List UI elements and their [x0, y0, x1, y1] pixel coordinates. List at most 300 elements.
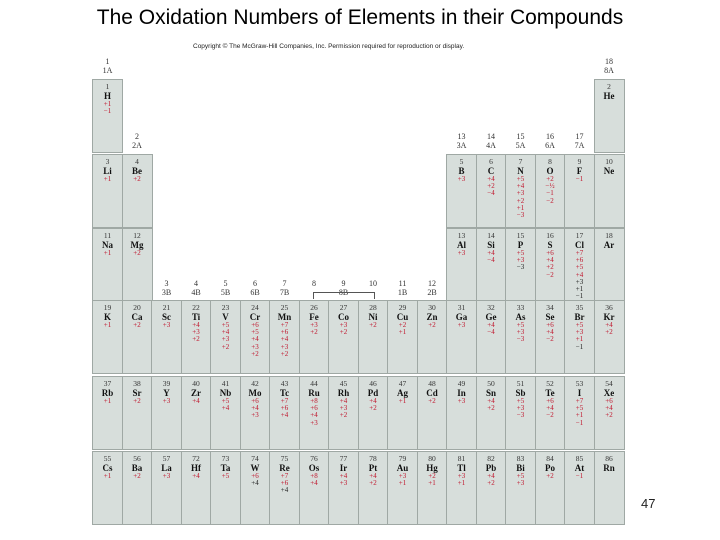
atomic-number: 16 [546, 231, 554, 240]
group-number: 3 [164, 279, 169, 288]
element-cell [595, 80, 624, 152]
element-symbol: Re [279, 463, 290, 473]
element-symbol: Tc [279, 388, 290, 398]
oxidation-number: +6 [575, 256, 584, 265]
element-cell [300, 377, 329, 449]
element-cell [123, 377, 152, 449]
element-cell [152, 301, 181, 373]
oxidation-number: +6 [310, 404, 318, 413]
element-cell [182, 452, 211, 524]
element-cell [300, 301, 329, 373]
oxidation-number: +4 [516, 182, 525, 191]
group-name: 2B [427, 288, 437, 297]
oxidation-number: +2 [339, 411, 348, 420]
atomic-number: 23 [221, 303, 230, 312]
oxidation-number: +3 [516, 256, 525, 265]
element-symbol: Zr [191, 388, 201, 398]
element-cell [123, 155, 152, 227]
oxidation-number: +1 [103, 321, 112, 329]
oxidation-number: +4 [280, 411, 289, 420]
oxidation-number: +3 [310, 418, 318, 427]
oxidation-number: +3 [162, 321, 171, 329]
element-symbol: O [546, 166, 554, 176]
oxidation-number: −2 [546, 335, 554, 344]
atomic-number: 77 [339, 454, 348, 463]
oxidation-number: +4 [251, 404, 259, 413]
element-symbol: Rb [101, 388, 114, 398]
element-cell [93, 155, 122, 227]
group-name: 3A [456, 141, 467, 150]
oxidation-number: +6 [251, 472, 259, 480]
atomic-number: 37 [103, 379, 112, 388]
oxidation-number: +2 [428, 472, 436, 480]
element-symbol: Rh [337, 388, 350, 398]
oxidation-number: +5 [575, 263, 584, 272]
atomic-number: 26 [310, 303, 318, 312]
group-label [388, 279, 417, 297]
oxidation-number: +5 [516, 249, 525, 257]
element-symbol: Sc [162, 312, 171, 322]
element-symbol: Be [132, 166, 142, 176]
element-cell [477, 452, 506, 524]
element-cell [565, 377, 594, 449]
oxidation-number: +5 [221, 321, 230, 329]
element-symbol: Ni [368, 312, 378, 322]
group-number: 16 [546, 132, 554, 141]
element-symbol: Ge [485, 312, 497, 322]
oxidation-number: −4 [487, 328, 495, 337]
oxidation-number: +3 [457, 397, 466, 405]
atomic-number: 72 [192, 454, 200, 463]
atomic-number: 19 [103, 303, 112, 312]
element-cell [388, 452, 417, 524]
element-symbol: Cd [426, 388, 438, 398]
element-symbol: Ti [191, 312, 201, 322]
element-cell [182, 377, 211, 449]
oxidation-number: +4 [605, 404, 613, 413]
element-symbol: He [603, 91, 615, 101]
element-cell [329, 301, 358, 373]
oxidation-number: +6 [546, 249, 554, 257]
element-symbol: Ir [339, 463, 348, 473]
oxidation-number: +3 [221, 335, 230, 344]
oxidation-number: +2 [546, 263, 554, 272]
atomic-number: 73 [221, 454, 230, 463]
oxidation-number: +5 [516, 175, 525, 183]
group-name: 5A [515, 141, 526, 150]
group-label [418, 279, 447, 297]
element-symbol: Mg [130, 240, 144, 250]
group-name: 6A [545, 141, 555, 150]
atomic-number: 4 [135, 157, 139, 166]
oxidation-number: +1 [575, 411, 584, 420]
element-cell [300, 452, 329, 524]
element-cell [93, 229, 122, 301]
element-symbol: Kr [603, 312, 615, 322]
element-symbol: Si [487, 240, 495, 250]
oxidation-number: +4 [192, 472, 200, 480]
element-cell [123, 229, 152, 301]
element-cell [329, 377, 358, 449]
group-number: 11 [398, 279, 407, 288]
oxidation-number: +7 [575, 249, 584, 257]
atomic-number: 27 [339, 303, 348, 312]
oxidation-number: +6 [280, 479, 289, 488]
atomic-number: 35 [575, 303, 584, 312]
oxidation-number: +5 [516, 472, 525, 480]
element-cell [447, 377, 476, 449]
oxidation-number: +3 [516, 479, 525, 488]
element-cell [241, 452, 270, 524]
oxidation-number: +2 [310, 328, 318, 337]
oxidation-number: +7 [280, 472, 289, 480]
element-symbol: K [103, 312, 111, 322]
element-cell [418, 452, 447, 524]
element-cell [536, 377, 565, 449]
oxidation-number: +1 [103, 100, 112, 108]
atomic-number: 82 [487, 454, 495, 463]
element-symbol: Ga [455, 312, 468, 322]
oxidation-number: +2 [192, 335, 200, 344]
oxidation-number: +6 [546, 321, 554, 329]
element-symbol: Al [457, 240, 466, 250]
oxidation-number: +3 [192, 328, 200, 337]
element-symbol: At [574, 463, 585, 473]
oxidation-number: +8 [310, 472, 318, 480]
element-symbol: Po [545, 463, 555, 473]
oxidation-number: +6 [605, 397, 613, 405]
element-symbol: As [515, 312, 526, 322]
atomic-number: 83 [516, 454, 525, 463]
oxidation-number: +4 [546, 404, 554, 413]
oxidation-number: +2 [428, 397, 436, 405]
oxidation-number: +4 [369, 472, 377, 480]
atomic-number: 52 [546, 379, 554, 388]
element-cell [241, 301, 270, 373]
atomic-number: 51 [516, 379, 525, 388]
element-cell [388, 377, 417, 449]
group-label [595, 57, 624, 75]
element-cell [211, 377, 240, 449]
slide-title: The Oxidation Numbers of Elements in their Compounds [96, 6, 624, 29]
oxidation-number: +2 [546, 472, 554, 480]
oxidation-number: −2 [546, 411, 554, 420]
group-number: 5 [223, 279, 228, 288]
oxidation-number: +4 [487, 175, 495, 183]
atomic-number: 6 [489, 157, 493, 166]
oxidation-number: +4 [546, 328, 554, 337]
element-symbol: Fe [309, 312, 319, 322]
element-cell [477, 377, 506, 449]
group-number: 17 [575, 132, 584, 141]
group-label [565, 132, 594, 150]
element-symbol: Se [545, 312, 555, 322]
atomic-number: 41 [221, 379, 230, 388]
element-cell [329, 452, 358, 524]
atomic-number: 43 [280, 379, 289, 388]
element-cell [270, 452, 299, 524]
oxidation-number: +2 [369, 321, 377, 329]
oxidation-number: +3 [339, 479, 348, 488]
oxidation-number: +2 [546, 175, 554, 183]
atomic-number: 54 [605, 379, 613, 388]
oxidation-number: +1 [398, 397, 407, 405]
group-label [93, 57, 122, 75]
element-cell [270, 301, 299, 373]
atomic-number: 11 [103, 231, 112, 240]
oxidation-number: +3 [251, 411, 259, 420]
element-symbol: Cr [249, 312, 261, 322]
oxidation-number: +5 [516, 321, 525, 329]
atomic-number: 45 [339, 379, 348, 388]
oxidation-number: +2 [251, 349, 259, 358]
oxidation-number: +3 [339, 404, 348, 413]
group-8b-bracket [313, 292, 375, 299]
oxidation-number: +1 [103, 397, 112, 405]
element-cell [536, 155, 565, 227]
atomic-number: 10 [605, 157, 613, 166]
element-cell [595, 377, 624, 449]
oxidation-number: +3 [457, 321, 466, 329]
group-name: 4B [191, 288, 201, 297]
oxidation-number: +1 [103, 249, 112, 257]
oxidation-number: +4 [487, 397, 495, 405]
atomic-number: 20 [133, 303, 141, 312]
oxidation-number: −1 [575, 292, 584, 301]
element-symbol: Tl [457, 463, 466, 473]
atomic-number: 85 [575, 454, 584, 463]
element-symbol: S [547, 240, 553, 250]
oxidation-number: +3 [516, 189, 525, 198]
group-label [300, 279, 329, 288]
oxidation-number: −3 [516, 211, 525, 220]
group-number: 4 [194, 279, 198, 288]
atomic-number: 44 [310, 379, 318, 388]
element-symbol: Pb [485, 463, 497, 473]
atomic-number: 76 [310, 454, 318, 463]
atomic-number: 38 [133, 379, 141, 388]
element-cell [359, 377, 388, 449]
oxidation-number: +2 [133, 249, 141, 257]
element-symbol: Hf [191, 463, 201, 473]
element-symbol: Br [574, 312, 585, 322]
element-symbol: Hg [426, 463, 438, 473]
atomic-number: 55 [103, 454, 112, 463]
element-symbol: P [517, 240, 524, 250]
oxidation-number: +2 [487, 479, 495, 488]
element-cell [536, 301, 565, 373]
element-cell [595, 301, 624, 373]
group-number: 2 [135, 132, 139, 141]
group-label [536, 132, 565, 150]
group-name: 8A [604, 66, 614, 75]
oxidation-number: +1 [398, 328, 407, 337]
oxidation-number: +2 [487, 182, 495, 191]
atomic-number: 1 [105, 82, 110, 91]
oxidation-number: +6 [280, 404, 289, 413]
element-symbol: C [487, 166, 495, 176]
element-cell [506, 452, 535, 524]
group-number: 18 [605, 57, 613, 66]
element-cell [93, 452, 122, 524]
group-name: 3B [161, 288, 172, 297]
atomic-number: 13 [457, 231, 466, 240]
oxidation-number: −2 [546, 196, 554, 205]
oxidation-number: +1 [457, 479, 466, 488]
oxidation-number: +2 [133, 472, 141, 480]
group-label [359, 279, 388, 288]
element-cell [93, 301, 122, 373]
element-symbol: Sb [515, 388, 526, 398]
atomic-number: 46 [369, 379, 377, 388]
oxidation-number: +2 [369, 404, 377, 413]
element-cell [123, 452, 152, 524]
oxidation-number: +4 [369, 397, 377, 405]
element-symbol: Te [545, 388, 555, 398]
element-symbol: Ru [308, 388, 320, 398]
element-symbol: Sn [485, 388, 496, 398]
element-cell [418, 377, 447, 449]
group-number: 13 [457, 132, 466, 141]
element-symbol: Co [338, 312, 349, 322]
oxidation-number: +4 [310, 411, 318, 420]
element-cell [241, 377, 270, 449]
element-symbol: Cl [575, 240, 584, 250]
group-name: 6B [250, 288, 260, 297]
element-symbol: Zn [426, 312, 438, 322]
group-name: 7A [574, 141, 585, 150]
element-cell [152, 377, 181, 449]
oxidation-number: +6 [251, 397, 259, 405]
element-symbol: Xe [603, 388, 615, 398]
group-name: 4A [486, 141, 496, 150]
atomic-number: 12 [133, 231, 141, 240]
group-number: 8 [312, 279, 316, 288]
oxidation-number: +2 [605, 411, 613, 420]
element-cell [93, 80, 122, 152]
oxidation-number: +4 [339, 472, 348, 480]
oxidation-number: +3 [398, 472, 407, 480]
atomic-number: 32 [487, 303, 495, 312]
atomic-number: 28 [369, 303, 377, 312]
oxidation-number: +4 [221, 328, 230, 337]
element-cell [447, 301, 476, 373]
group-number: 15 [516, 132, 525, 141]
element-cell [447, 155, 476, 227]
oxidation-number: +1 [103, 472, 112, 480]
oxidation-number: +4 [251, 479, 259, 488]
group-number: 6 [253, 279, 257, 288]
atomic-number: 39 [162, 379, 171, 388]
oxidation-number: +5 [221, 472, 230, 480]
element-cell [211, 452, 240, 524]
group-label [182, 279, 211, 297]
atomic-number: 79 [398, 454, 407, 463]
element-symbol: F [576, 166, 583, 176]
atomic-number: 31 [457, 303, 466, 312]
oxidation-number: +2 [369, 479, 377, 488]
oxidation-number: +6 [546, 397, 554, 405]
element-symbol: W [250, 463, 260, 473]
element-symbol: Au [396, 463, 409, 473]
oxidation-number: +5 [221, 397, 230, 405]
atomic-number: 75 [280, 454, 289, 463]
oxidation-number: −1 [575, 472, 584, 480]
group-number: 9 [341, 279, 346, 288]
oxidation-number: −1 [575, 418, 584, 427]
oxidation-number: −4 [487, 256, 495, 265]
oxidation-number: +3 [575, 277, 584, 286]
oxidation-number: +3 [575, 328, 584, 337]
oxidation-number: +3 [162, 397, 171, 405]
oxidation-number: +1 [103, 175, 112, 183]
oxidation-number: +7 [280, 397, 289, 405]
element-cell [359, 452, 388, 524]
oxidation-number: +4 [546, 256, 554, 265]
oxidation-number: +1 [398, 479, 407, 488]
element-cell [595, 452, 624, 524]
element-symbol: Na [102, 240, 113, 250]
group-number: 10 [369, 279, 377, 288]
group-label [241, 279, 270, 297]
element-cell [152, 452, 181, 524]
atomic-number: 47 [398, 379, 407, 388]
group-name: 1B [397, 288, 408, 297]
atomic-number: 81 [457, 454, 466, 463]
group-label [270, 279, 299, 297]
group-name: 1A [102, 66, 113, 75]
group-label [152, 279, 181, 297]
oxidation-number: +4 [221, 404, 230, 413]
element-symbol: Pt [368, 463, 378, 473]
oxidation-number: −1 [103, 107, 112, 116]
element-symbol: Rn [603, 463, 615, 473]
oxidation-number: +4 [280, 335, 289, 344]
atomic-number: 8 [548, 157, 552, 166]
element-cell [506, 155, 535, 227]
atomic-number: 74 [251, 454, 259, 463]
atomic-number: 9 [577, 157, 582, 166]
atomic-number: 49 [457, 379, 466, 388]
oxidation-number: +3 [310, 321, 318, 329]
element-symbol: Cs [102, 463, 113, 473]
atomic-number: 30 [428, 303, 436, 312]
atomic-number: 7 [518, 157, 523, 166]
group-label [123, 132, 152, 150]
oxidation-number: +3 [339, 321, 348, 329]
atomic-number: 56 [133, 454, 141, 463]
element-symbol: Ta [220, 463, 231, 473]
oxidation-number: +4 [280, 486, 289, 495]
oxidation-number: −1 [546, 189, 554, 198]
oxidation-number: +3 [251, 342, 259, 351]
group-name: 5B [220, 288, 231, 297]
oxidation-number: +7 [280, 321, 289, 329]
group-number: 1 [105, 57, 110, 66]
oxidation-number: +4 [487, 321, 495, 329]
atomic-number: 22 [192, 303, 200, 312]
atomic-number: 18 [605, 231, 613, 240]
oxidation-number: +4 [310, 479, 318, 488]
oxidation-number: +5 [251, 328, 259, 337]
oxidation-number: +2 [428, 321, 436, 329]
oxidation-number: +2 [133, 175, 141, 183]
element-symbol: I [577, 388, 582, 398]
oxidation-number: +2 [487, 404, 495, 413]
oxidation-number: +1 [575, 335, 584, 344]
oxidation-number: +7 [575, 397, 584, 405]
element-cell [595, 155, 624, 227]
